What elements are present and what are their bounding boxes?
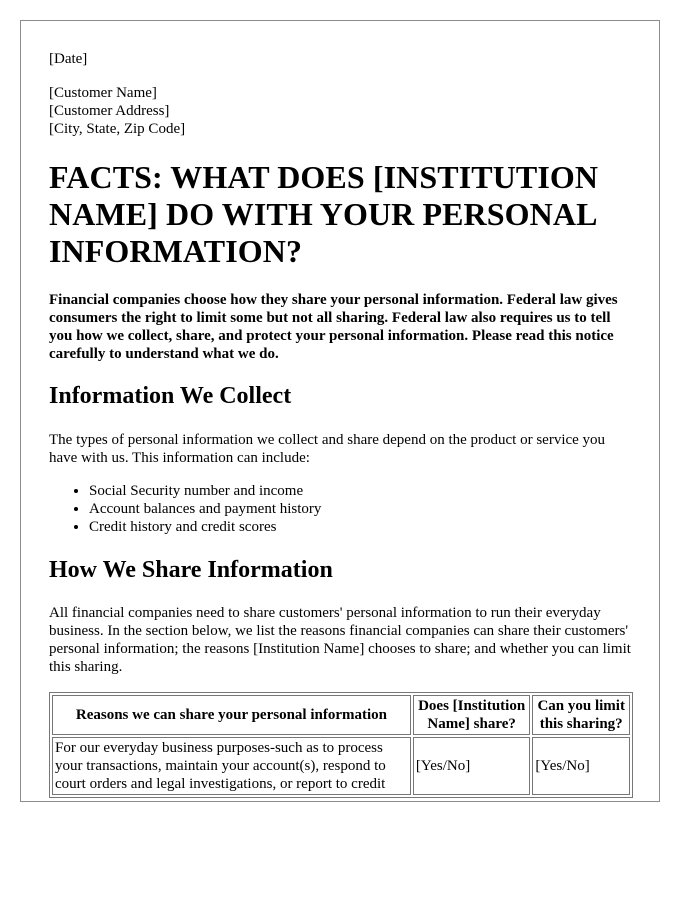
sharing-table bbox=[49, 692, 633, 798]
header-reasons: Reasons we can share your personal information bbox=[52, 695, 411, 735]
table-header-row bbox=[52, 695, 630, 735]
cell-share: [Yes/No] bbox=[413, 737, 531, 795]
cell-reason: For our everyday business purposes-such as to process your transactions, maintain your account(s), respond to court orders and legal investigations, or report to credit bbox=[52, 737, 411, 795]
header-can-limit: Can you limit this sharing? bbox=[532, 695, 630, 735]
document-page bbox=[20, 20, 660, 802]
collect-paragraph: The types of personal information we collect and share depend on the product or service you have with us. This information can include: bbox=[49, 432, 606, 466]
document-title: FACTS: WHAT DOES [INSTITUTION NAME] DO WITH YOUR PERSONAL INFORMATION? bbox=[49, 159, 599, 269]
share-paragraph: All financial companies need to share customers' personal information to run their everyday business. In the section below, we list the reasons financial companies can share their customers' personal information; the reasons [Institution Name] chooses to share; and whether you can limit this sharing. bbox=[49, 605, 631, 675]
table-row bbox=[52, 737, 630, 795]
list-item: • Social Security number and income bbox=[89, 482, 321, 500]
city-state-zip-line: [City, State, Zip Code] bbox=[49, 121, 186, 137]
section-heading-share: How We Share Information bbox=[49, 557, 333, 583]
collected-info-list bbox=[49, 482, 321, 536]
list-item: • Credit history and credit scores bbox=[89, 518, 321, 536]
header-does-share: Does [Institution Name] share? bbox=[413, 695, 531, 735]
section-heading-collect: Information We Collect bbox=[49, 383, 292, 409]
list-item: • Account balances and payment history bbox=[89, 500, 321, 518]
customer-name-line: [Customer Name] bbox=[49, 85, 157, 101]
date-field: [Date] bbox=[49, 51, 88, 67]
customer-address-block bbox=[49, 84, 185, 138]
customer-address-line: [Customer Address] bbox=[49, 103, 170, 119]
cell-limit: [Yes/No] bbox=[532, 737, 630, 795]
intro-paragraph: Financial companies choose how they share your personal information. Federal law gives consumers the right to limit some but not all sharing. Federal law also requires us to tell you how we collect, share, and protect your personal information. Please read this notice carefully to understand what we do. bbox=[49, 292, 618, 362]
